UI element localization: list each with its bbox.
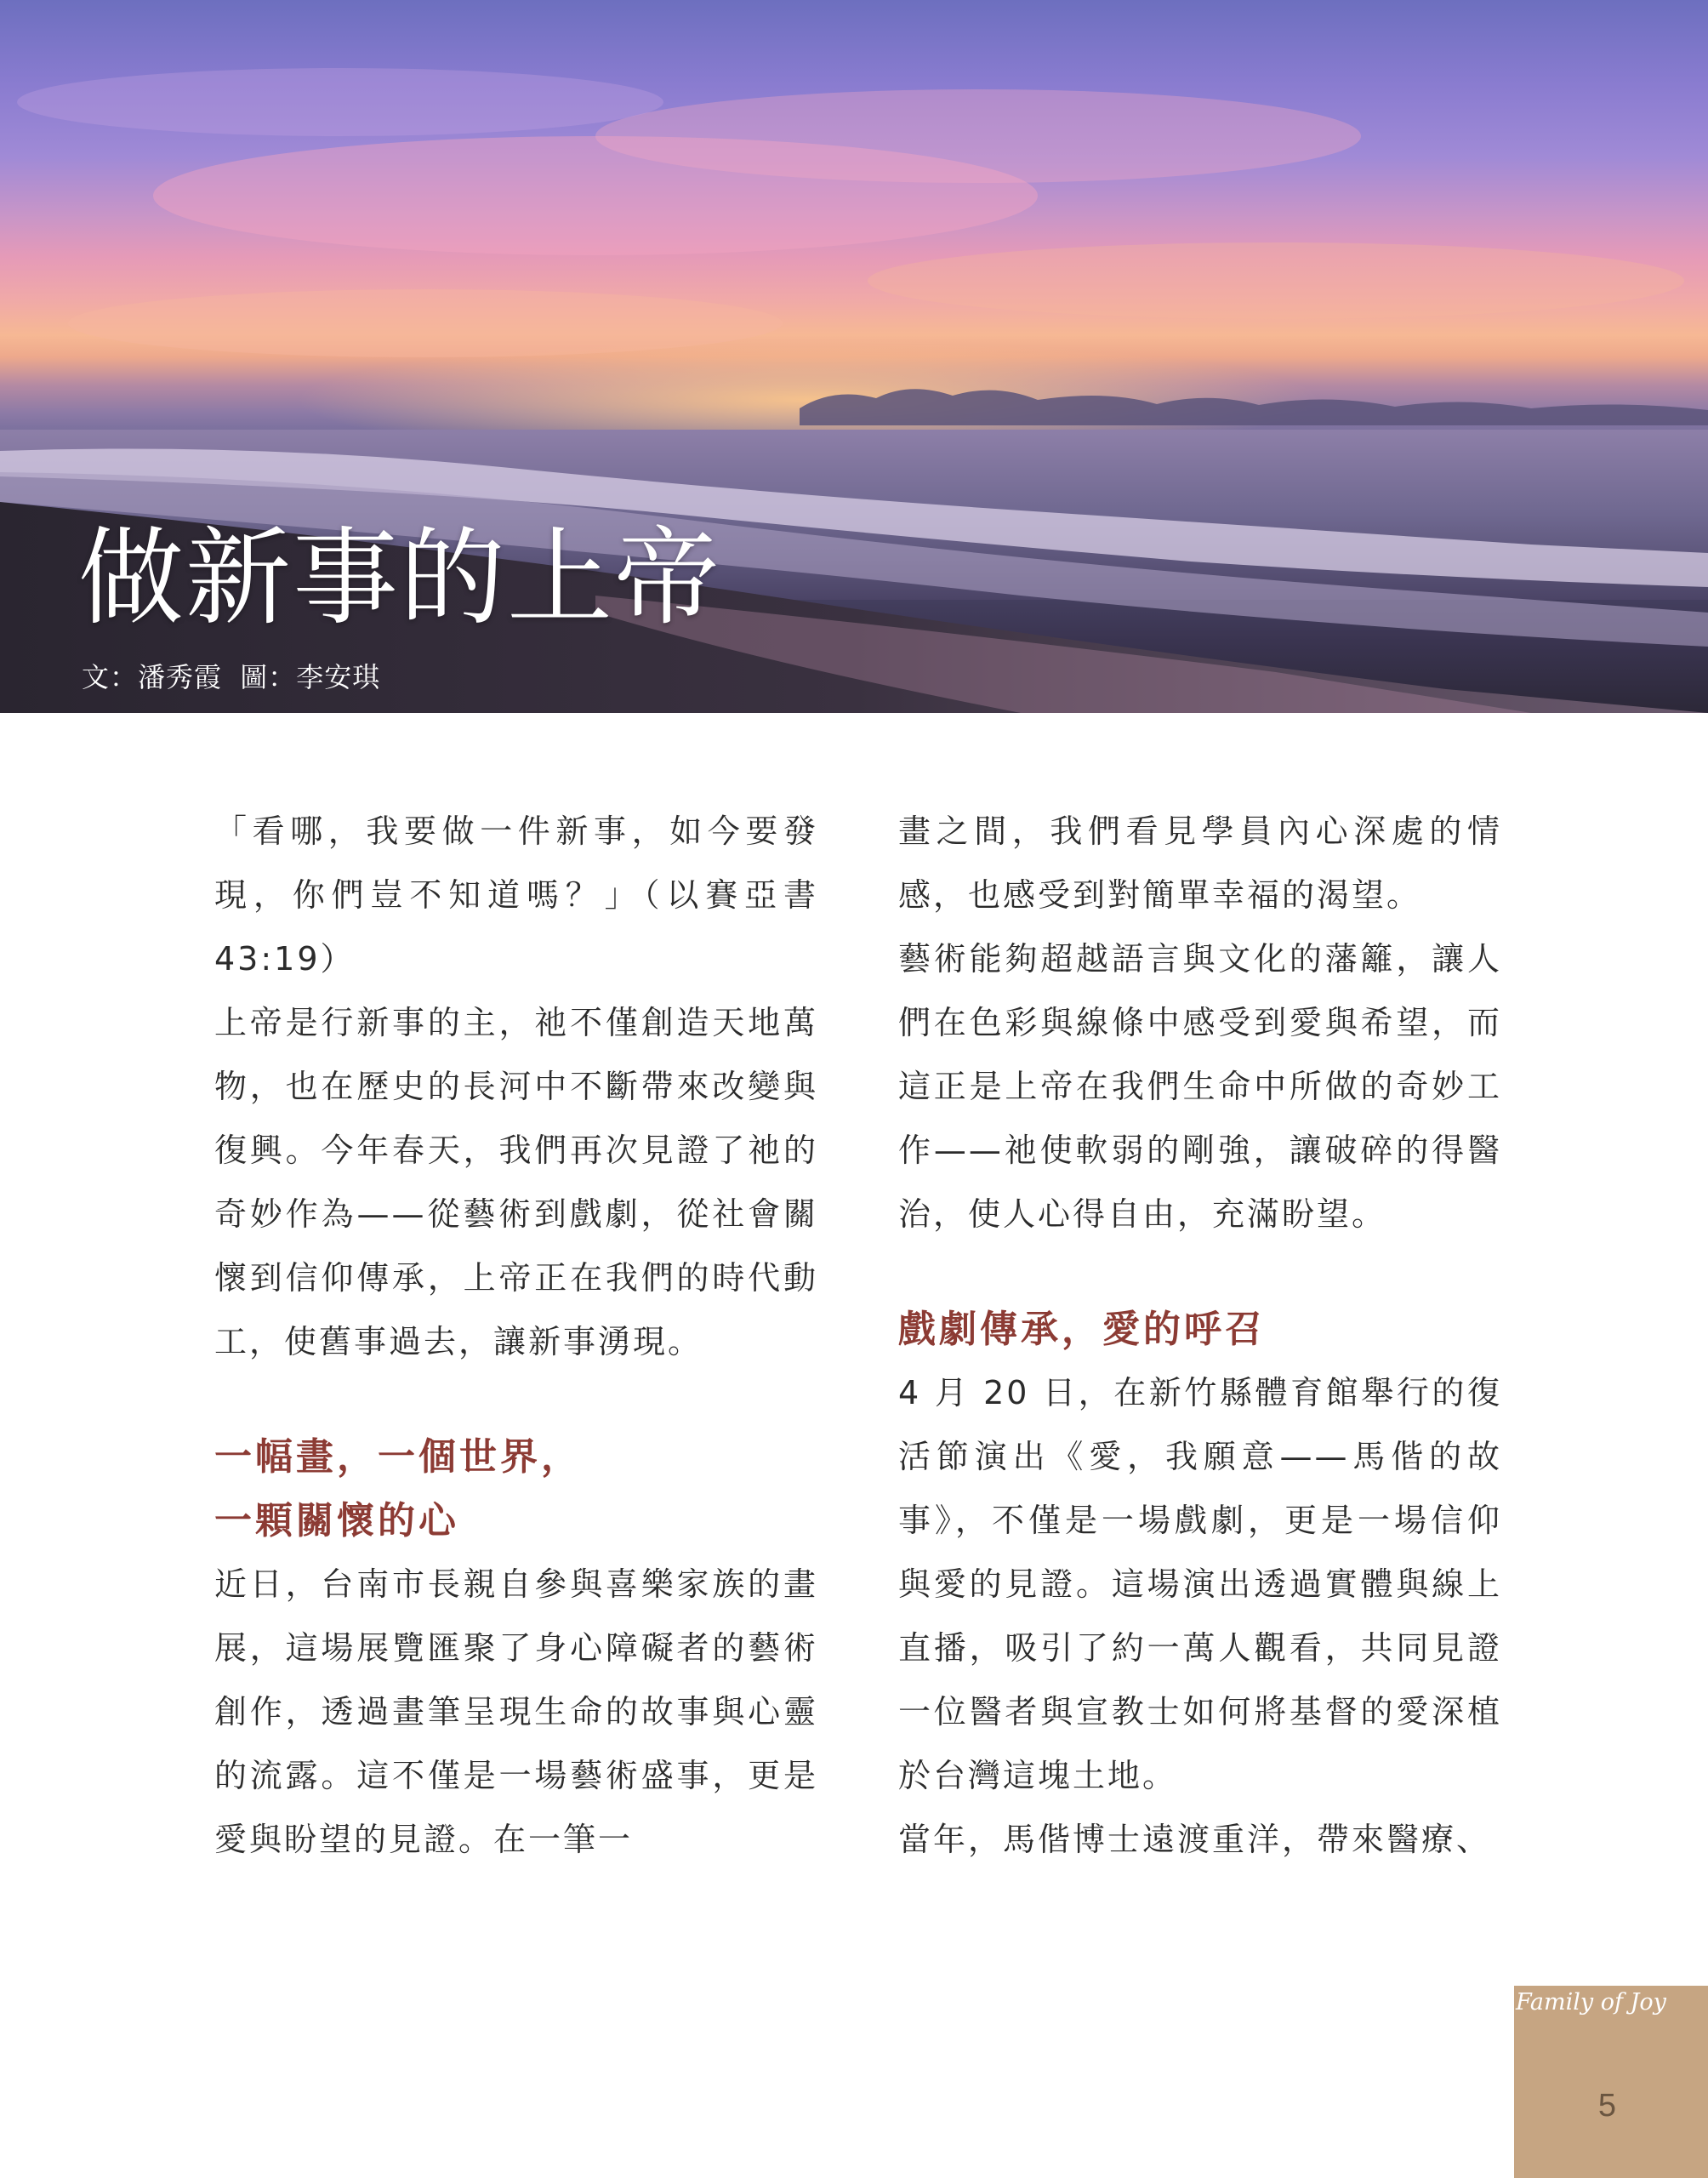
page-number: 5 bbox=[1597, 2088, 1616, 2124]
body-paragraph: 當年，馬偕博士遠渡重洋，帶來醫療、 bbox=[898, 1821, 1492, 1858]
magazine-name: Family of Joy bbox=[1516, 1989, 1666, 2016]
article-title: 做新事的上帝 bbox=[78, 517, 722, 640]
article-credits bbox=[82, 657, 389, 698]
footer-page-tab bbox=[1514, 1986, 1708, 2178]
photo-credit: 圖：李安琪 bbox=[240, 661, 381, 693]
section-heading-art bbox=[214, 1425, 818, 1553]
body-paragraph: 近日，台南市長親自參與喜樂家族的畫展，這場展覽匯聚了身心障礙者的藝術創作，透過畫筆呈現生命的故事與心靈的流露。這不僅是一場藝術盛事，更是愛與盼望的見證。在一筆一 bbox=[214, 1565, 818, 1858]
body-paragraph: 畫之間，我們看見學員內心深處的情感，也感受到對簡單幸福的渴望。 bbox=[898, 812, 1502, 914]
body-paragraph: 4 月 20 日，在新竹縣體育館舉行的復活節演出《愛，我願意——馬偕的故事》，不僅是一場戲劇，更是一場信仰與愛的見證。這場演出透過實體與線上直播，吸引了約一萬人觀看，共同見證一位醫者與宣教士如何將基督的愛深植於台灣這塊土地。 bbox=[898, 1374, 1502, 1794]
author-credit: 文：潘秀霞 bbox=[82, 661, 223, 693]
scripture-quote: 「看哪，我要做一件新事，如今要發現，你們豈不知道嗎？」（以賽亞書 43:19） bbox=[214, 812, 818, 978]
heading-line: 一顆關懷的心 bbox=[214, 1499, 459, 1542]
right-column bbox=[898, 800, 1502, 1872]
body-paragraph: 藝術能夠超越語言與文化的藩籬，讓人們在色彩與線條中感受到愛與希望，而這正是上帝在我們生命中所做的奇妙工作——祂使軟弱的剛強，讓破碎的得醫治，使人心得自由，充滿盼望。 bbox=[898, 940, 1502, 1233]
heading-line: 一幅畫，一個世界， bbox=[214, 1435, 582, 1479]
hero-banner bbox=[0, 0, 1708, 713]
section-heading-drama: 戲劇傳承，愛的呼召 bbox=[898, 1308, 1266, 1351]
body-paragraph: 上帝是行新事的主，祂不僅創造天地萬物，也在歷史的長河中不斷帶來改變與復興。今年春天，我們再次見證了祂的奇妙作為——從藝術到戲劇，從社會關懷到信仰傳承，上帝正在我們的時代動工，使舊事過去，讓新事湧現。 bbox=[214, 1004, 818, 1360]
left-column bbox=[214, 800, 818, 1872]
